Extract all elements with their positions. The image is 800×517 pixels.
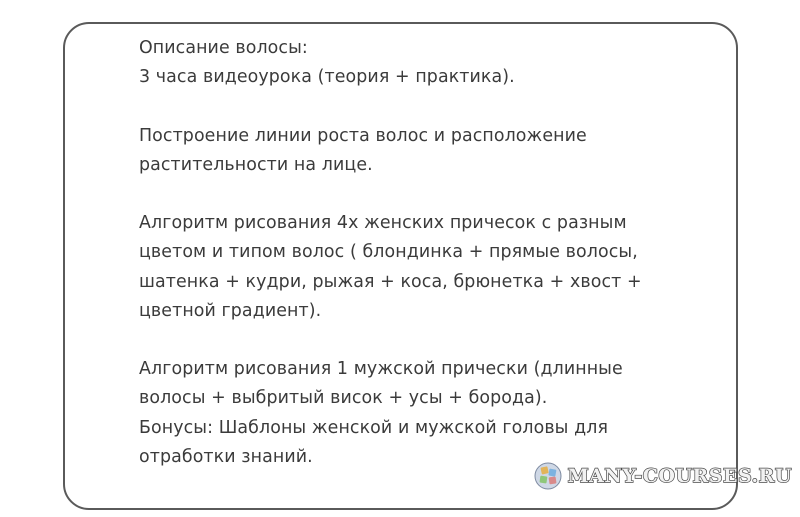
- globe-logo-icon: [532, 460, 564, 492]
- text-line: Алгоритм рисования 4х женских причесок с разным: [139, 213, 627, 234]
- text-line: Алгоритм рисования 1 мужской прически (длинные: [139, 359, 623, 380]
- text-line: отработки знаний.: [139, 446, 313, 467]
- text-line: 3 часа видеоурока (теория + практика).: [139, 67, 515, 88]
- text-line: Описание волосы:: [139, 38, 308, 58]
- text-line: Построение линии роста волос и расположение: [139, 125, 587, 146]
- text-line: волосы + выбритый висок + усы + борода).: [139, 388, 548, 409]
- text-line: растительности на лице.: [139, 154, 373, 175]
- text-line: цветом и типом волос ( блондинка + прямые волосы,: [139, 242, 638, 263]
- paragraph-male-hairstyle: [139, 355, 699, 413]
- paragraph-female-hairstyles: [139, 209, 699, 326]
- description-text: [139, 34, 699, 472]
- paragraph-title: [139, 34, 699, 92]
- text-line: шатенка + кудри, рыжая + коса, брюнетка + хвост +: [139, 271, 642, 292]
- watermark: [532, 459, 792, 493]
- text-line: цветной градиент).: [139, 300, 322, 321]
- watermark-text: MANY-COURSES.RU: [567, 465, 792, 487]
- paragraph-hairline: [139, 122, 699, 180]
- text-line: Бонусы: Шаблоны женской и мужской головы для: [139, 417, 609, 438]
